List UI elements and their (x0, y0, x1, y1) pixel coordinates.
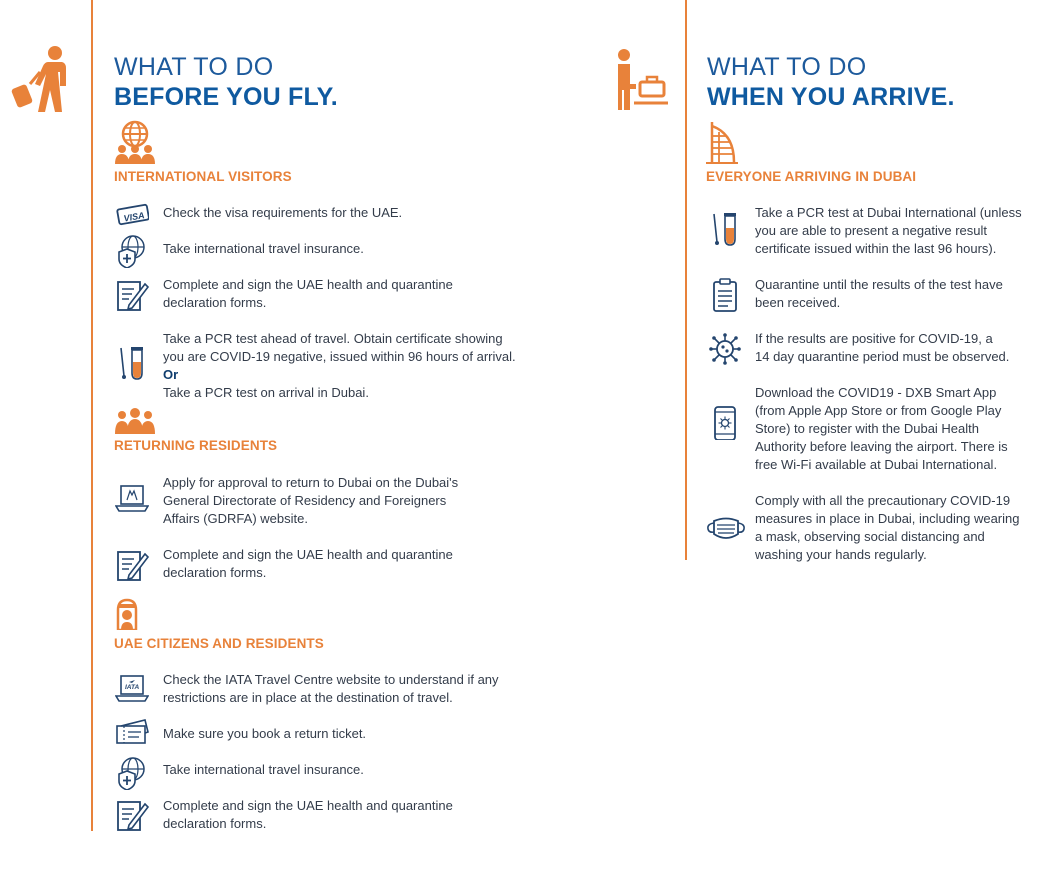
right-divider-line (685, 0, 687, 560)
item-text: Complete and sign the UAE health and quarantine declaration forms. (163, 277, 453, 310)
item-text: Take international travel insurance. (163, 762, 364, 777)
burj-al-arab-icon (706, 120, 738, 164)
left-heading-line2: BEFORE YOU FLY. (114, 83, 338, 111)
section-title-everyone-arriving: EVERYONE ARRIVING IN DUBAI (706, 169, 917, 184)
right-heading-line1: WHAT TO DO (707, 53, 867, 81)
clipboard-icon (708, 278, 742, 312)
face-mask-icon (706, 512, 740, 546)
section-title-returning-residents: RETURNING RESIDENTS (114, 438, 278, 453)
or-label: Or (163, 367, 179, 382)
right-heading (707, 52, 955, 112)
item-text: Download the COVID19 - DXB Smart App (from Apple App Store or from Google Play Store) to register with the Dubai Health Authority before leaving the airport. There is free Wi-Fi available at Dubai International. (755, 385, 1008, 472)
people-group-icon (114, 408, 156, 434)
item-text: Check the IATA Travel Centre website to understand if any restrictions are in place at the destination of travel. (163, 672, 499, 705)
laptop-icon (115, 482, 149, 516)
globe-shield-icon (115, 234, 149, 268)
svg-text:IATA: IATA (125, 684, 140, 691)
form-pen-icon (115, 798, 149, 832)
test-tube-swab-icon (708, 212, 742, 246)
item-text: Quarantine until the results of the test have been received. (755, 277, 1003, 310)
right-heading-line2: WHEN YOU ARRIVE. (707, 83, 955, 111)
left-heading (114, 52, 338, 112)
virus-icon (708, 332, 742, 366)
form-pen-icon (115, 278, 149, 312)
left-divider-line (91, 0, 93, 831)
item-text: If the results are positive for COVID-19, a 14 day quarantine period must be observed. (755, 331, 1010, 364)
globe-people-icon (114, 120, 156, 164)
traveler-suitcase-icon (10, 44, 76, 114)
item-text: Complete and sign the UAE health and quarantine declaration forms. (163, 798, 453, 831)
left-heading-line1: WHAT TO DO (114, 53, 274, 81)
item-text: Make sure you book a return ticket. (163, 726, 367, 741)
section-title-international-visitors: INTERNATIONAL VISITORS (114, 169, 292, 184)
form-pen-icon (115, 548, 149, 582)
iata-laptop-icon (115, 672, 149, 706)
smartphone-virus-icon (708, 406, 742, 440)
ticket-icon (115, 716, 149, 750)
item-text: Complete and sign the UAE health and quarantine declaration forms. (163, 547, 453, 580)
emirati-person-icon (114, 598, 140, 630)
item-text: Apply for approval to return to Dubai on the Dubai's General Directorate of Residency and Foreigners Affairs (GDRFA) website. (163, 475, 459, 526)
globe-shield-icon (115, 756, 149, 790)
test-tube-swab-icon (115, 346, 149, 380)
passenger-baggage-icon (614, 48, 670, 112)
item-text: Take international travel insurance. (163, 241, 364, 256)
item-text: Take a PCR test ahead of travel. Obtain certificate showing you are COVID-19 negative, issued within 96 hours of arrival. Or Take a PCR test on arrival in Dubai. (163, 331, 516, 400)
item-text: Comply with all the precautionary COVID-19 measures in place in Dubai, including wearing a mask, observing social distancing and washing your hands regularly. (755, 493, 1020, 562)
item-text: Take a PCR test at Dubai International (unless you are able to present a negative result certificate issued within the last 96 hours). (755, 205, 1022, 256)
svg-text:VISA: VISA (122, 210, 146, 224)
section-title-uae-citizens: UAE CITIZENS AND RESIDENTS (114, 636, 324, 651)
item-text: Check the visa requirements for the UAE. (163, 205, 403, 220)
visa-stamp-icon (115, 198, 149, 232)
